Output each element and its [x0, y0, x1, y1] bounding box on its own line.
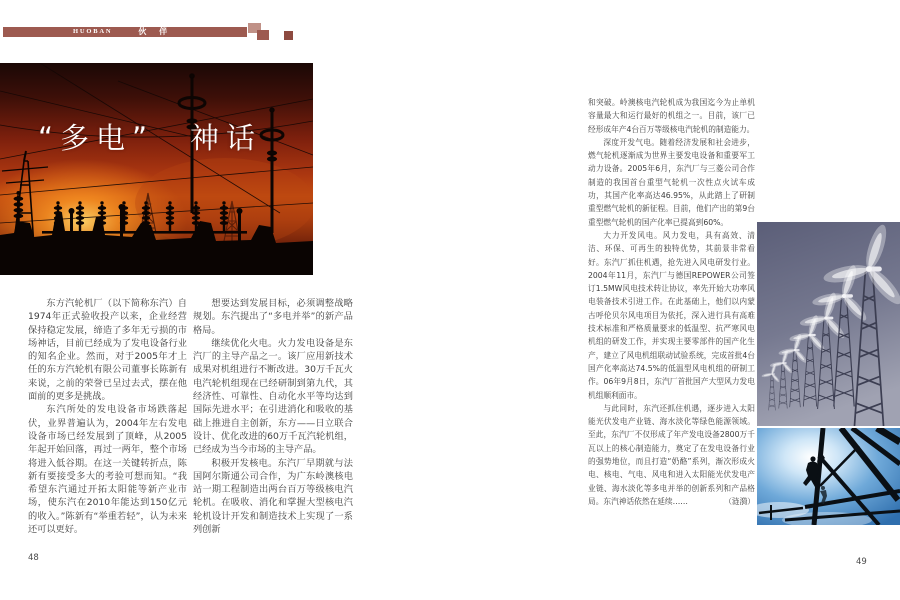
checker-motif-square — [284, 31, 293, 40]
checker-motif-square — [257, 30, 269, 40]
wind-turbines-photo — [757, 222, 900, 426]
section-tag-bar — [3, 27, 247, 37]
paragraph: 大力开发风电。风力发电，具有高效、清洁、环保、可再生的独特优势，其前景非常看好。东汽厂抓住机遇，抢先进入风电研发行业。2004年11月，东汽厂与德国REPOWER公司签订1.5MW风电技术转让协议，率先开始大功率风电装备技术引进工作。在此基础上，他们以内蒙古呼伦贝尔风电项目为依托，深入进行具有高难技术标准和严格质量要求的低温型、抗严寒风电机组的研发工作，并实现主要零部件的国产化生产，建立了风电机组联动试验系统，完成首批4台国产化率高达74.5%的低温型风电机组的研制工作。06年9月8日，东汽厂首批国产大型风力发电机组顺利面市。 — [588, 230, 755, 400]
paragraph: 继续优化火电。火力发电设备是东汽厂的主导产品之一。该厂应用新技术成果对机组进行不断改进。30万千瓦火电汽轮机组现在已经研制到第九代，其经济性、可靠性、自动化水平等均达到国际先进水平；在引进消化和吸收的基础上推进自主创新，东方——日立联合设计、优化改进的60万千瓦汽轮机组，已经成为当今市场的主导产品。 — [193, 337, 353, 456]
section-tag-pinyin: HUOBAN — [73, 28, 113, 35]
substation-sunset-illustration — [0, 63, 313, 275]
paragraph: 东汽所处的发电设备市场跌落起伏，业界普遍认为，2004年左右发电设备市场已经发展到了顶峰，从2005年起开始回落，再过一两年，整个市场将进入低谷期。在这一关键转折点，陈新有要接受多大的考验可想而知。“我希望东汽通过开拓太阳能等新产业市场，使东汽在2010年能达到150亿元的收入。”陈新有“举重若轻”，认为未来还可以更好。 — [28, 404, 187, 536]
byline: （涟漪） — [724, 496, 755, 506]
pylon-worker-illustration — [757, 428, 900, 525]
left-page-column-1 — [28, 297, 187, 536]
right-page-column — [588, 96, 755, 508]
paragraph: 和突破。岭澳核电汽轮机成为我国迄今为止单机容量最大和运行最好的机组之一。目前，该厂已经形成年产4台百万等级核电汽轮机的制造能力。 — [588, 98, 755, 134]
page-number-left: 48 — [28, 553, 39, 563]
paragraph: 积极开发核电。东汽厂早期就与法国阿尔斯通公司合作，为广东岭澳核电站一期工程制造出两台百万等级核电汽轮机。在吸收、消化和掌握大型核电汽轮机设计开发和制造技术上实现了一系列创新 — [193, 457, 353, 536]
pylon-worker-photo — [757, 428, 900, 525]
paragraph — [588, 402, 755, 508]
wind-turbines-illustration — [757, 222, 900, 426]
article-title: “多电” 神话 — [38, 121, 263, 155]
paragraph: 想要达到发展目标，必须调整战略规划。东汽提出了“多电并举”的新产品格局。 — [193, 298, 353, 336]
page-number-right: 49 — [856, 557, 867, 567]
section-tag-chinese: 伙 伴 — [138, 27, 173, 36]
paragraph: 东方汽轮机厂（以下简称东汽）自1974年正式验收投产以来，企业经营保持稳定发展，缔造了多年无亏损的市场神话，目前已经成为了发电设备行业的知名企业。然而，对于2005年才上任的东方汽轮机有限公司董事长陈新有来说，之前的荣誉已呈过去式，摆在他面前的更多是挑战。 — [28, 298, 187, 403]
paragraph-text: 与此同时，东汽还抓住机遇，逐步进入太阳能光伏发电产业链、海水淡化等绿色能源领域。至此，东汽厂不仅形成了年产发电设备2800万千瓦以上的核心制造能力，奠定了在发电设备行业的强势地位，而且打造“奶酪”系列，渐次形成火电、核电、气电、风电和进入太阳能光伏发电产业链、海水淡化等多电并举的创新系列和产品格局。东汽神话依然在延续…… — [588, 403, 755, 506]
hero-photo-substation-sunset — [0, 63, 313, 275]
paragraph: 深度开发气电。随着经济发展和社会进步，燃气轮机逐渐成为世界主要发电设备和重要军工动力设备。2005年6月，东汽厂与三菱公司合作制造的我国首台重型气轮机一次性点火试车成功，其国产化率高达46.95%，从此踏上了研制重型燃气轮机的新征程。目前，他们产出的第9台重型燃气轮机的国产化率已提高到60%。 — [588, 137, 755, 227]
left-page-column-2 — [193, 297, 353, 536]
